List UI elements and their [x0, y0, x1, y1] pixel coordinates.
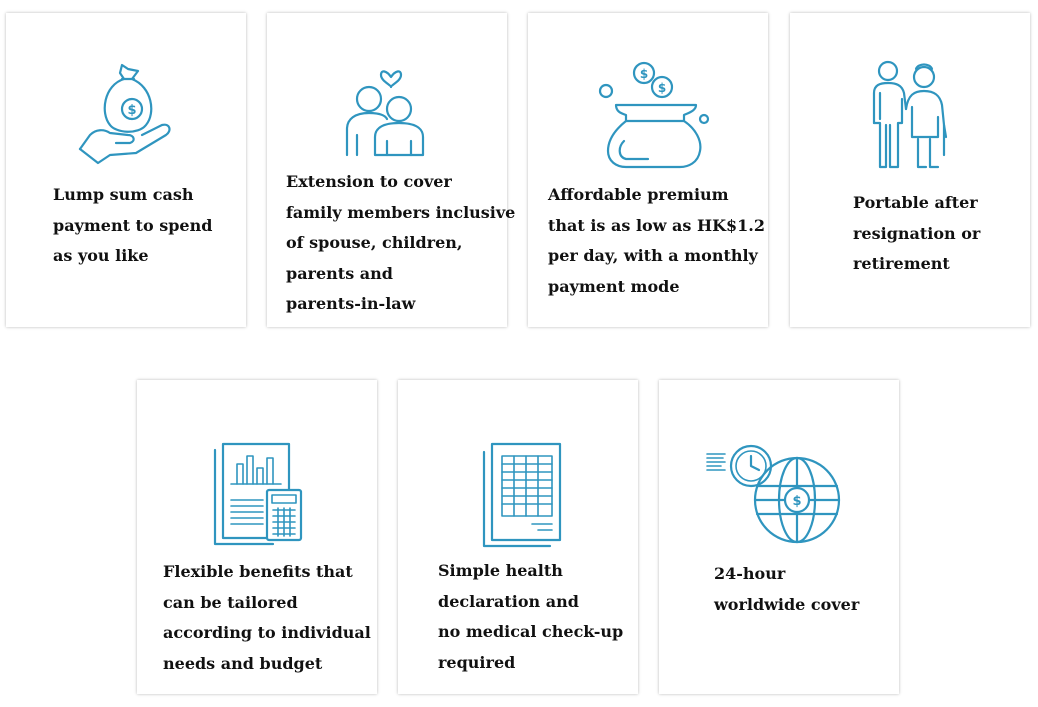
feature-label: Portable after resignation or retirement	[853, 193, 981, 273]
svg-text:$: $	[639, 67, 649, 81]
feature-card-lump-sum	[6, 13, 246, 327]
piggy-bank-coins-icon	[596, 59, 716, 174]
feature-label: Simple health declaration and no medical check-up required	[438, 561, 624, 672]
feature-label: Extension to cover family members inclusive of spouse, children, parents and parents-in-law	[286, 172, 516, 313]
feature-card-family	[267, 13, 516, 327]
feature-label: Lump sum cash payment to spend as you like	[53, 185, 213, 265]
elderly-couple-icon	[870, 59, 950, 175]
feature-card-portable	[790, 13, 1030, 327]
feature-card-affordable-premium	[528, 13, 768, 327]
feature-card-flexible-benefits	[137, 380, 377, 694]
svg-text:$: $	[127, 103, 137, 118]
feature-label: Flexible benefits that can be tailored according to individual needs and budget	[163, 562, 371, 673]
money-bag-hand-icon	[76, 63, 176, 173]
feature-label: Affordable premium that is as low as HK$1.2 per day, with a monthly payment mode	[548, 185, 765, 296]
feature-card-health-declaration	[398, 380, 638, 694]
family-heart-icon	[341, 63, 433, 159]
feature-label: 24-hour worldwide cover	[714, 564, 860, 614]
globe-clock-icon	[705, 446, 845, 546]
documents-calculator-icon	[211, 440, 307, 548]
svg-text:$: $	[657, 81, 667, 95]
svg-text:$: $	[792, 494, 802, 509]
feature-card-worldwide-cover	[659, 380, 899, 694]
health-form-icon	[482, 442, 566, 548]
